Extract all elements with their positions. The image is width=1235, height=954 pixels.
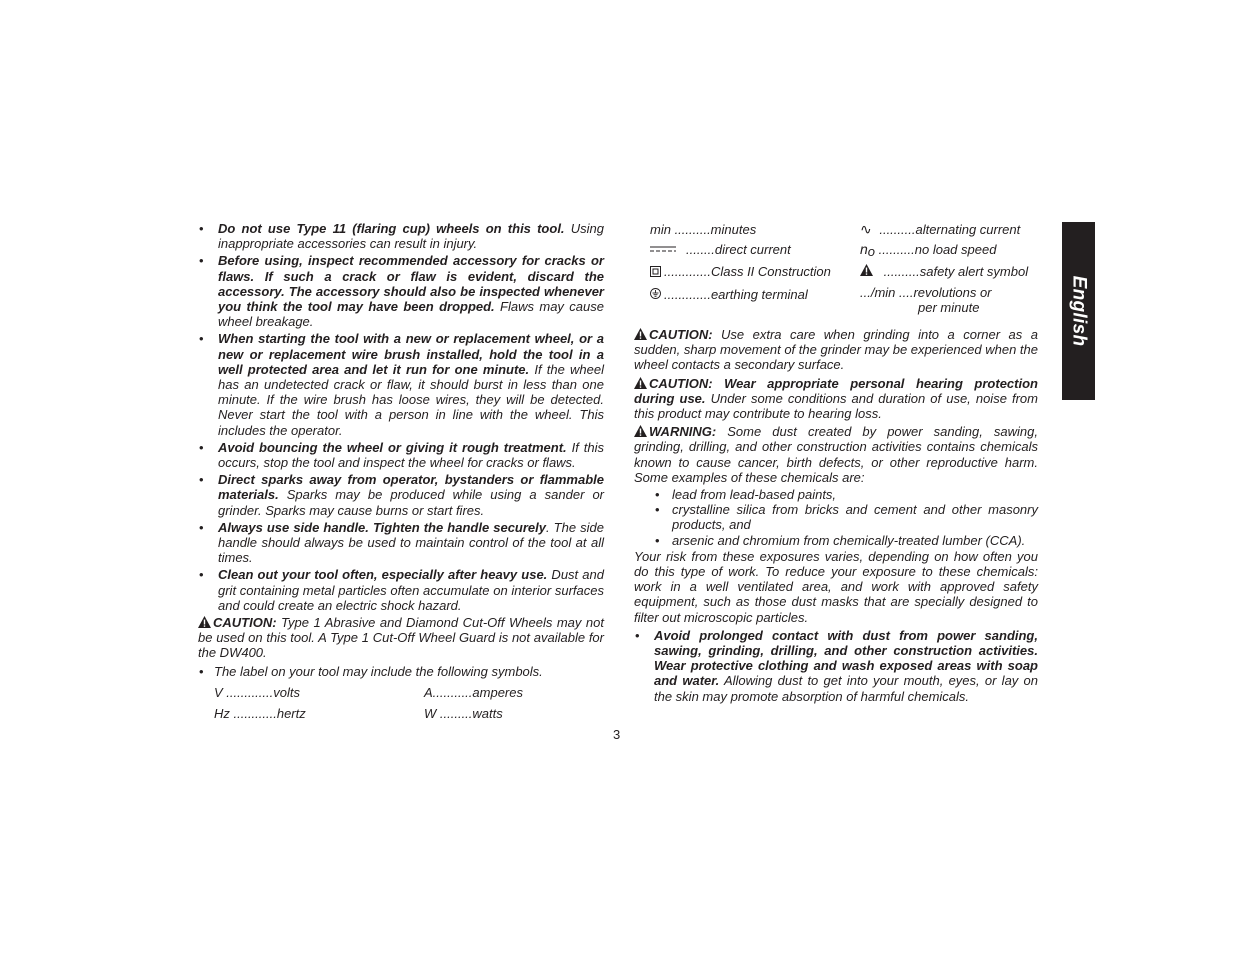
safety-alert-icon <box>634 425 647 437</box>
symbol-table <box>634 222 1038 315</box>
list-item: • crystalline silica from bricks and cement and other masonry products, and <box>652 502 1038 532</box>
list-item: • Always use side handle. Tighten the handle securely. The side handle should always be used to maintain control of the tool at all times. <box>198 520 604 566</box>
safety-alert-icon <box>198 616 211 628</box>
symbol-safety-alert: ..........safety alert symbol <box>860 264 1054 279</box>
caution-paragraph: CAUTION: Type 1 Abrasive and Diamond Cut-Off Wheels may not be used on this tool. A Type 1 Cut-Off Wheel Guard is not available for the DW400. <box>198 615 604 661</box>
earth-icon <box>650 288 661 299</box>
risk-paragraph: Your risk from these exposures varies, depending on how often you do this type of work. To reduce your exposure to these chemicals: work in a well ventilated area, and work with approved safety equipment, such as those dust masks that are specially designed to filter out microscopic particles. <box>634 548 1038 625</box>
caution-corner-paragraph: CAUTION: Use extra care when grinding into a corner as a sudden, sharp movement of the grinder may be experienced when the wheel contacts a secondary surface. <box>634 327 1038 373</box>
symbol-direct-current: ........direct current <box>650 242 860 259</box>
symbol-earthing-terminal: .............earthing terminal <box>650 287 860 315</box>
list-item: • lead from lead-based paints, <box>652 487 1038 502</box>
symbol-minutes: min ..........minutes <box>650 222 757 237</box>
symbol-volts: V .............volts <box>214 684 300 700</box>
label-note: • The label on your tool may include the following symbols. <box>199 663 543 679</box>
language-tab <box>1062 222 1095 400</box>
warning-paragraph: WARNING: Some dust created by power sanding, sawing, grinding, drilling, and other construction activities contains chemicals known to cause cancer, birth defects, or other reproductive harm. Some examples of these chemicals are: <box>634 424 1038 485</box>
symbol-hertz: Hz ............hertz <box>214 706 306 722</box>
list-item: • Avoid bouncing the wheel or giving it rough treatment. If this occurs, stop the tool and inspect the wheel for cracks or flaws. <box>198 440 604 470</box>
symbol-watts: W .........watts <box>424 706 503 722</box>
list-item: • Clean out your tool often, especially after heavy use. Dust and grit containing metal particles often accumulate on interior surfaces and could create an electric shock hazard. <box>198 567 604 613</box>
direct-current-icon <box>650 245 676 253</box>
alternating-current-icon: ∿ <box>860 221 872 237</box>
caution-hearing-paragraph: CAUTION: Wear appropriate personal hearing protection during use. Under some conditions and duration of use, noise from this product may contribute to hearing loss. <box>634 375 1038 422</box>
symbol-no-load-speed: no ..........no load speed <box>860 241 997 260</box>
list-item: • Do not use Type 11 (flaring cup) wheels on this tool. Using inappropriate accessories can result in injury. <box>198 221 604 251</box>
alert-icon <box>860 264 873 276</box>
list-item: • arsenic and chromium from chemically-treated lumber (CCA). <box>652 533 1038 548</box>
safety-alert-icon <box>634 377 647 389</box>
symbol-class-ii: .............Class II Construction <box>650 264 860 279</box>
safety-bullet-list <box>198 221 604 613</box>
class-ii-icon <box>650 266 661 277</box>
symbol-amperes: A...........amperes <box>424 684 523 700</box>
list-item: • Before using, inspect recommended accessory for cracks or flaws. If such a crack or flaw is evident, discard the accessory. The accessory should also be inspected whenever you think the tool may have been dropped. Flaws may cause wheel breakage. <box>198 253 604 329</box>
safety-alert-icon <box>634 328 647 340</box>
symbol-row <box>214 706 604 721</box>
list-item: • When starting the tool with a new or replacement wheel, or a new or replacement wire brush installed, hold the tool in a well protected area and let it run for one minute. If the wheel has an undetected crack or flaw, it should burst in less than one minute. If the wire brush has loose wires, they will be detected. Never start the tool with a person in line with the wheel. This includes the operator. <box>198 331 604 437</box>
symbol-alternating-current: ∿ ..........alternating current <box>860 221 1021 237</box>
page-number: 3 <box>613 727 621 742</box>
list-item: • Direct sparks away from operator, bystanders or flammable materials. Sparks may be produced while using a sander or grinder. Sparks may cause burns or start fires. <box>198 472 604 518</box>
symbol-revolutions: .../min ....revolutions or per minute <box>860 284 992 315</box>
avoid-dust-list <box>634 628 1038 704</box>
symbol-row <box>214 685 604 700</box>
chemical-examples-list <box>634 487 1038 548</box>
left-column <box>198 221 604 721</box>
list-item: • Avoid prolonged contact with dust from power sanding, sawing, grinding, drilling, and other construction activities. Wear protective clothing and wash exposed areas with soap and water. Allowing dust to get into your mouth, eyes, or lay on the skin may promote absorption of harmful chemicals. <box>634 628 1038 704</box>
right-column <box>634 221 1038 706</box>
language-tab-label: English <box>1068 275 1090 347</box>
